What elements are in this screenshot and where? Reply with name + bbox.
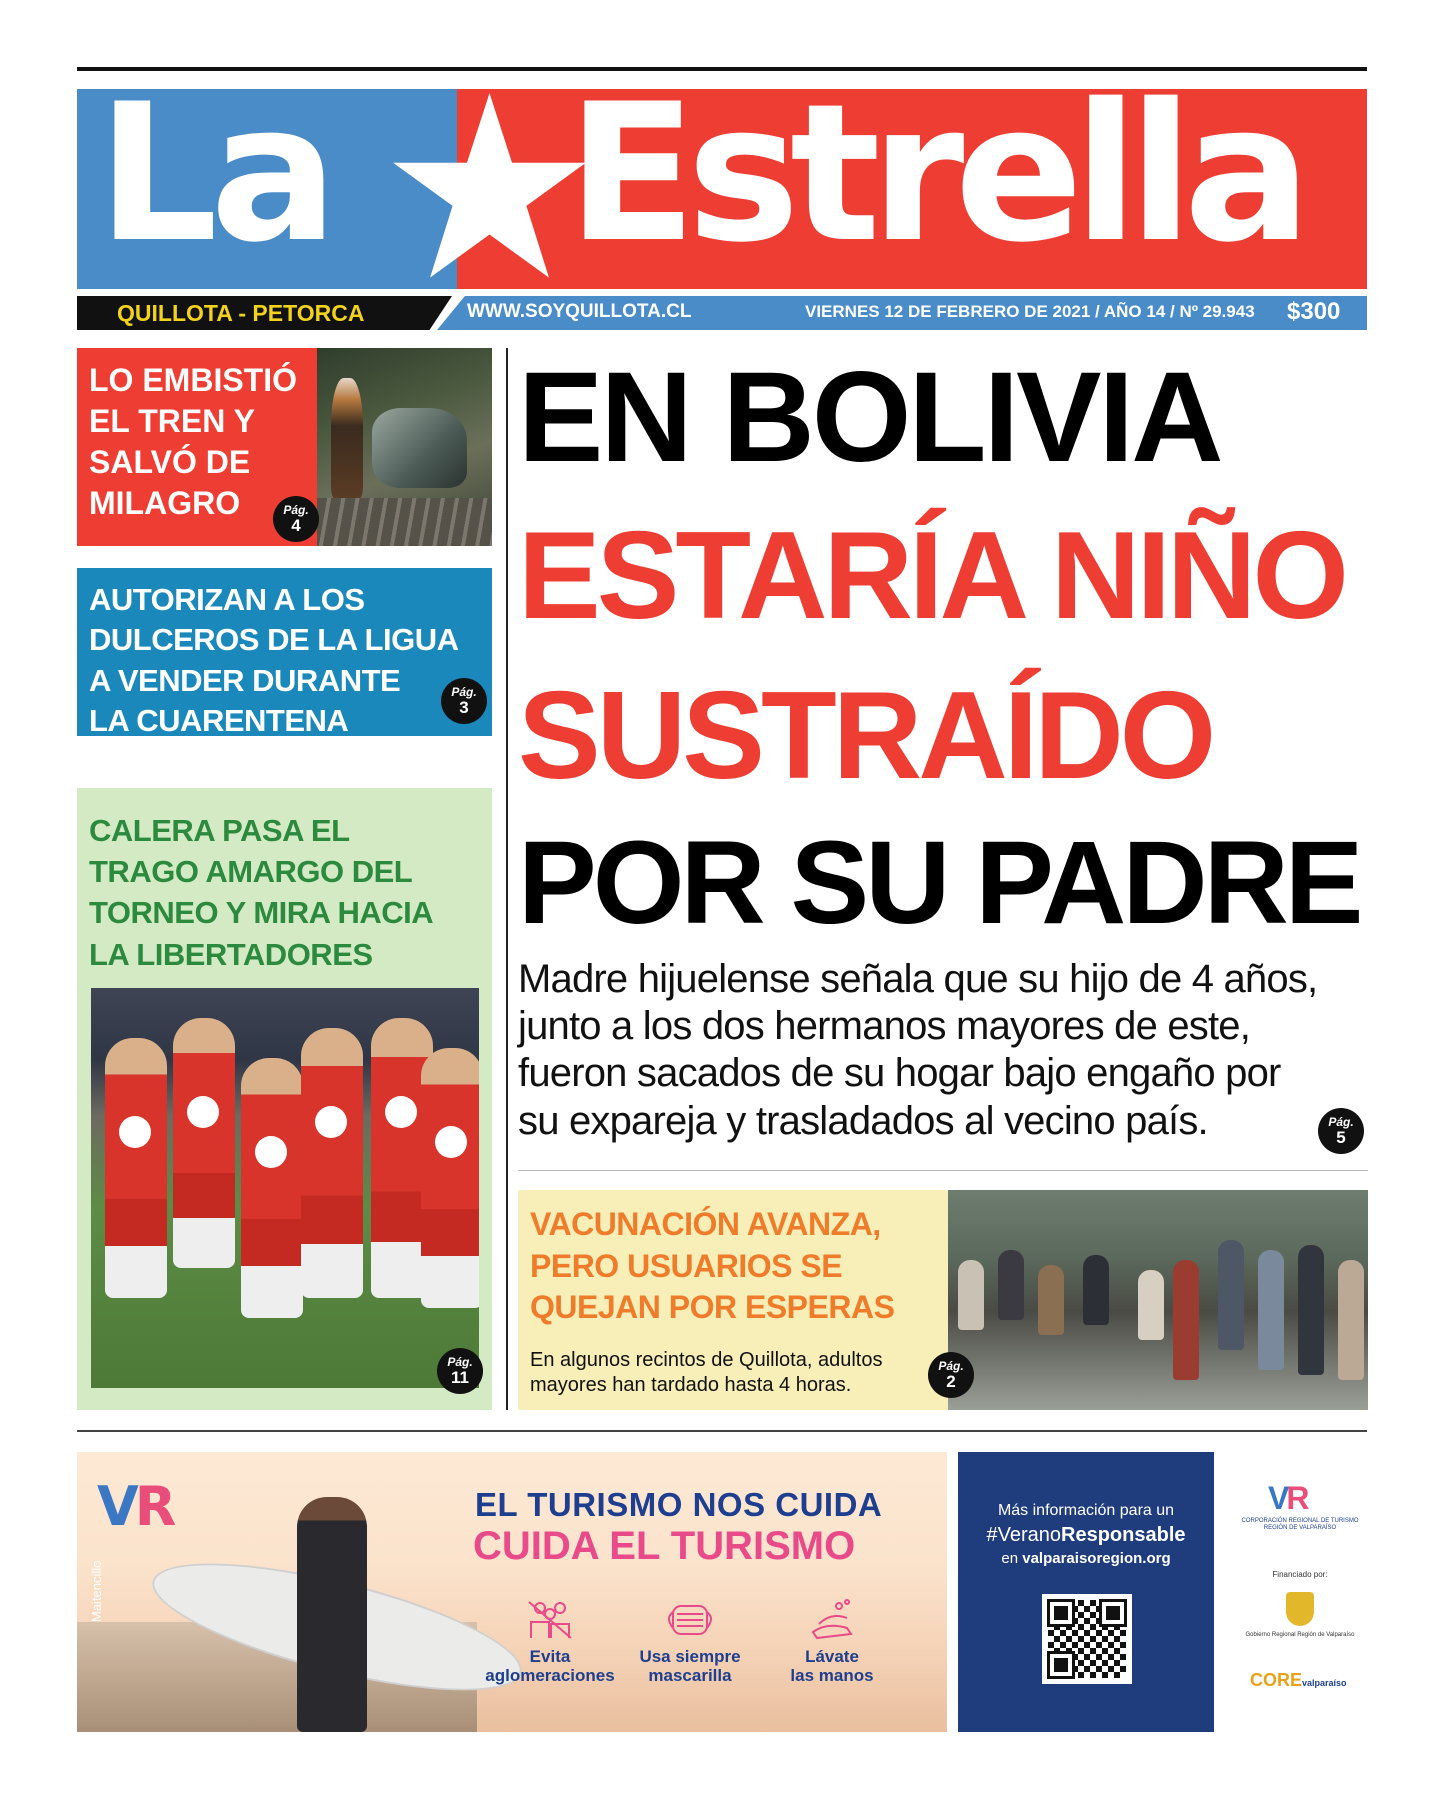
masthead-title-estrella: Estrella xyxy=(567,89,1302,284)
page-badge-label: Pág. xyxy=(447,1355,473,1369)
main-headline-line4: POR SU PADRE xyxy=(518,817,1360,949)
ad-info-box[interactable] xyxy=(958,1452,1214,1732)
page-badge-label: Pág. xyxy=(1328,1115,1354,1129)
person-shape xyxy=(998,1250,1024,1320)
tip-line: aglomeraciones xyxy=(485,1665,615,1685)
tip-line: las manos xyxy=(790,1665,874,1685)
vr-logo: VR xyxy=(97,1475,173,1538)
sub-line: mayores han tardado hasta 4 horas. xyxy=(530,1374,852,1396)
rail-track-shape xyxy=(317,498,492,546)
tip-line: Evita xyxy=(529,1647,571,1666)
ad-separator-rule xyxy=(77,1430,1367,1432)
person-shape xyxy=(1138,1270,1164,1340)
site-link[interactable]: WWW.SOYQUILLOTA.CL xyxy=(467,301,692,322)
person-shape xyxy=(1258,1250,1284,1370)
ad-hashtag: #VeranoResponsable xyxy=(986,1524,1186,1546)
story-dulceros[interactable] xyxy=(77,568,492,736)
story-calera[interactable] xyxy=(77,788,492,1410)
person-shape xyxy=(1218,1240,1244,1350)
main-headline-line2: ESTARÍA NIÑO xyxy=(518,507,1345,645)
headline-line: PERO USUARIOS SE xyxy=(530,1247,843,1284)
info-bar xyxy=(77,296,1367,330)
ad-headline-1: EL TURISMO NOS CUIDA xyxy=(475,1486,883,1523)
tip-line: Lávate xyxy=(805,1647,859,1666)
surfer-shape xyxy=(297,1497,367,1732)
page-badge xyxy=(1318,1108,1364,1154)
page-badge-number: 2 xyxy=(946,1372,956,1391)
tourism-ad[interactable] xyxy=(77,1452,947,1732)
headline-line: LA CUARENTENA xyxy=(89,702,349,738)
headline-line: QUEJAN POR ESPERAS xyxy=(530,1289,895,1326)
page-badge-number: 3 xyxy=(459,698,469,717)
headline-line: A VENDER DURANTE xyxy=(89,662,401,698)
page-badge-label: Pág. xyxy=(283,503,309,517)
page-badge-label: Pág. xyxy=(938,1359,964,1373)
ad-info-line3: en valparaisoregion.org xyxy=(1001,1550,1171,1567)
page-badge xyxy=(437,1348,483,1394)
crest-icon xyxy=(1286,1592,1314,1626)
headline-line: TRAGO AMARGO DEL xyxy=(89,854,413,890)
page-badge-number: 4 xyxy=(291,516,301,535)
crowd-icon xyxy=(525,1598,575,1642)
train-crash-photo xyxy=(317,348,492,546)
subhead-line: fueron sacados de su hogar bajo engaño por xyxy=(518,1051,1281,1096)
masthead xyxy=(77,89,1367,289)
edition-info: VIERNES 12 DE FEBRERO DE 2021 / AÑO 14 / Nº 29.943 xyxy=(805,302,1255,321)
story-vacunacion-sub xyxy=(530,1348,930,1398)
main-subheadline xyxy=(518,956,1388,1145)
page-badge xyxy=(928,1352,974,1398)
ad-url-link[interactable]: valparaisoregion.org xyxy=(1022,1550,1171,1567)
person-shape xyxy=(958,1260,984,1330)
page-badge-number: 11 xyxy=(451,1368,469,1387)
core-logo: COREvalparaíso xyxy=(1250,1670,1347,1690)
player-shape xyxy=(173,1018,235,1268)
story-train[interactable] xyxy=(77,348,492,546)
price-label: $300 xyxy=(1287,298,1341,325)
page-badge-number: 5 xyxy=(1336,1128,1346,1147)
page-badge-label: Pág. xyxy=(451,685,477,699)
player-shape xyxy=(301,1028,363,1298)
headline-line: CALERA PASA EL xyxy=(89,813,350,848)
tip-crowd xyxy=(475,1648,625,1685)
headline-line: LA LIBERTADORES xyxy=(89,936,373,972)
region-label: QUILLOTA - PETORCA xyxy=(117,300,365,326)
subhead-line: junto a los dos hermanos mayores de este, xyxy=(518,1004,1251,1049)
tip-line: mascarilla xyxy=(648,1665,732,1685)
tip-mask xyxy=(615,1648,765,1685)
ad-info-line1: Más información para un xyxy=(997,1502,1175,1519)
mask-icon xyxy=(665,1598,715,1642)
wrecked-car-shape xyxy=(372,408,467,488)
person-shape xyxy=(1083,1255,1109,1325)
player-shape xyxy=(421,1048,479,1308)
sub-line: En algunos recintos de Quillota, adultos xyxy=(530,1349,883,1371)
masthead-title-la: La xyxy=(97,89,331,284)
qr-code xyxy=(1042,1594,1132,1684)
story-vacunacion-headline xyxy=(530,1204,930,1329)
ad-sponsors xyxy=(1230,1452,1370,1732)
main-headline-line1: EN BOLIVIA xyxy=(518,346,1221,489)
funded-by-label: Financiado por: xyxy=(1272,1570,1328,1579)
section-rule xyxy=(518,1170,1368,1171)
location-label: Maitencillo xyxy=(89,1560,104,1622)
headline-line: LO EMBISTIÓ xyxy=(89,362,297,398)
firefighter-shape xyxy=(331,378,363,498)
person-shape xyxy=(1338,1260,1364,1380)
player-shape xyxy=(241,1058,303,1318)
ad-headline-2: CUIDA EL TURISMO xyxy=(473,1524,856,1568)
vr-logo-small: VR xyxy=(1268,1480,1307,1516)
tip-handwash xyxy=(757,1648,907,1685)
headline-line: DULCEROS DE LA LIGUA xyxy=(89,622,459,658)
headline-line: AUTORIZAN A LOS xyxy=(89,582,365,617)
person-shape xyxy=(1038,1265,1064,1335)
top-rule xyxy=(77,67,1367,71)
headline-line: VACUNACIÓN AVANZA, xyxy=(530,1206,881,1242)
story-train-headline xyxy=(89,360,299,524)
headline-line: MILAGRO xyxy=(89,484,241,521)
page-badge xyxy=(441,678,487,724)
corp-label: CORPORACIÓN REGIONAL DE TURISMO REGIÓN DE VALPARAÍSO xyxy=(1241,1518,1359,1532)
vaccination-queue-photo xyxy=(948,1190,1368,1410)
main-headline-line3: SUSTRAÍDO xyxy=(518,667,1213,805)
football-players-photo xyxy=(91,988,479,1388)
tip-line: Usa siempre xyxy=(639,1647,741,1666)
story-vacunacion[interactable] xyxy=(518,1190,1368,1410)
headline-line: EL TREN Y xyxy=(89,402,255,439)
story-dulceros-headline xyxy=(89,580,489,741)
page-badge xyxy=(273,496,319,542)
headline-line: SALVÓ DE xyxy=(89,443,251,480)
subhead-line: Madre hijuelense señala que su hijo de 4 años, xyxy=(518,957,1318,1001)
column-divider xyxy=(506,348,508,1410)
person-shape xyxy=(1173,1260,1199,1380)
headline-line: TORNEO Y MIRA HACIA xyxy=(89,895,434,931)
subhead-line: su expareja y trasladados al vecino país. xyxy=(518,1098,1208,1143)
player-shape xyxy=(105,1038,167,1298)
story-calera-headline xyxy=(89,810,489,975)
person-shape xyxy=(1298,1245,1324,1375)
gov-label: Gobierno Regional Región de Valparaíso xyxy=(1245,1632,1355,1638)
star-icon xyxy=(382,89,597,289)
handwash-icon xyxy=(807,1598,857,1642)
